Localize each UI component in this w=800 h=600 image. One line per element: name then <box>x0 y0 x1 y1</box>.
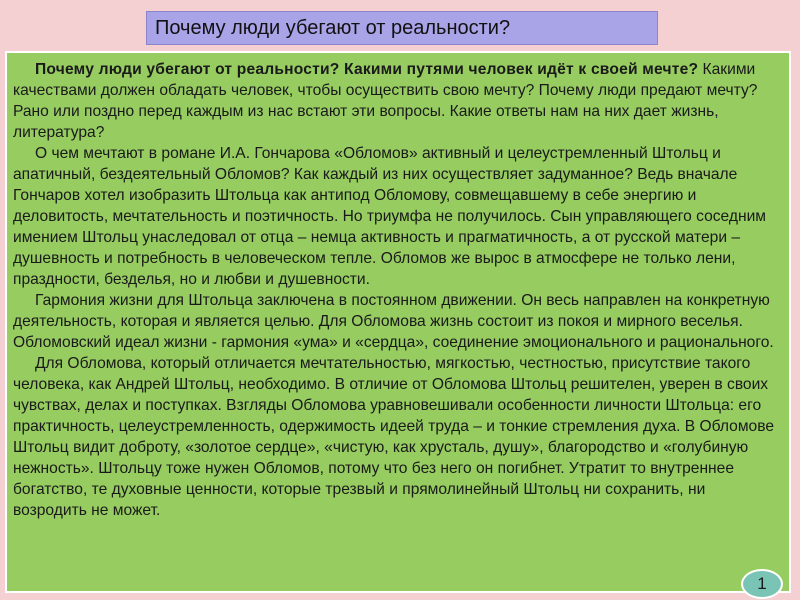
paragraph-harmony: Гармония жизни для Штольца заключена в постоянном движении. Он весь направлен на конкретную деятельность, которая и является целью. Для Обломова жизнь состоит из покоя и мирного веселья. Обломовский идеал жизни - гармония «ума» и «сердца», соединение эмоционального и рационального. <box>13 292 774 351</box>
slide-title: Почему люди убегают от реальности? <box>146 11 658 45</box>
intro-text: Какими качествами должен обладать человек, чтобы осуществить свою мечту? Почему люди предают мечту? Рано или поздно перед каждым из нас встают эти вопросы. Какие ответы нам на них дает жизнь, литература? <box>13 61 758 141</box>
text-content-box <box>5 51 791 593</box>
intro-questions: Почему люди убегают от реальности? Какими путями человек идёт к своей мечте? <box>35 61 699 78</box>
paragraph-dreams: О чем мечтают в романе И.А. Гончарова «Обломов» активный и целеустремленный Штольц и апатичный, бездеятельный Обломов? Как каждый из них осуществляет задуманное? Ведь вначале Гончаров хотел изобразить Штольца как антипод Обломову, совмещавшему в себе энергию и деловитость, мечтательность и поэтичность. Но триумфа не получилось. Сын управляющего соседним имением Штольц унаследовал от отца – немца активность и прагматичность, а от русской матери – душевность и потребность в человеческом тепле. Обломов же вырос в атмосфере не только лени, праздности, безделья, но и любви и душевности. <box>13 145 767 288</box>
page-number-badge[interactable]: 1 <box>741 569 783 599</box>
paragraph-intro <box>13 59 781 143</box>
paragraph-oblomov: Для Обломова, который отличается мечтательностью, мягкостью, честностью, присутствие такого человека, как Андрей Штольц, необходимо. В отличие от Обломова Штольц решителен, уверен в своих чувствах, делах и поступках. Взгляды Обломова уравновешивали особенности личности Штольца: его практичность, целеустремленность, одержимость идеей труда – и тонкие стремления духа. В Обломове Штольц видит доброту, «золотое сердце», «чистую, как хрусталь, душу», благородство и «голубиную нежность». Штольцу тоже нужен Обломов, потому что без него он погибнет. Утратит то внутреннее богатство, те духовные ценности, которые трезвый и прямолинейный Штольц ни сохранить, ни возродить не может. <box>13 355 775 519</box>
